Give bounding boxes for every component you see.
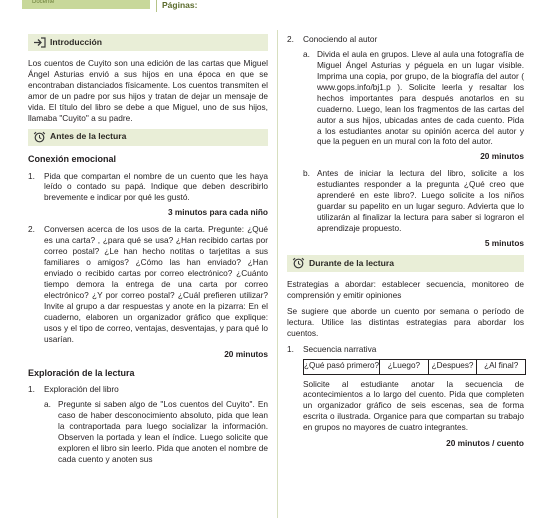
time-label: 5 minutos: [484, 237, 524, 248]
right-column: [287, 34, 524, 455]
list-number: 1.: [28, 384, 35, 395]
list-number: 1.: [287, 343, 294, 354]
list-item: [287, 34, 524, 45]
pages-label: Páginas:: [162, 0, 198, 10]
left-column: [28, 34, 268, 469]
list-item: [28, 224, 268, 344]
antes-title: Antes de la lectura: [50, 131, 127, 142]
list-letter: b.: [303, 168, 310, 179]
list-item: [287, 168, 524, 234]
exploracion-item-1: Exploración del libro: [44, 384, 119, 395]
exploracion-item-a: Pregunte si saben algo de "Los cuentos del Cuyito". En caso de haber desconocimiento absoluto, pida que lean la contraportada para luego socializar la información. Observen la portada y lean el índice. Luego solicite que exploren el libro sin leerlo. Pida que anoten el nombre de cada cuento y anoten sus: [58, 399, 268, 464]
top-bar: [0, 0, 550, 16]
intro-header: [28, 34, 268, 51]
list-number: 2.: [287, 34, 294, 44]
top-divider: [156, 0, 157, 12]
list-letter: a.: [44, 399, 51, 410]
autor-title: Conociendo al autor: [303, 34, 378, 44]
list-item: [287, 344, 524, 355]
secuencia-title: Secuencia narrativa: [303, 343, 377, 354]
teacher-tab: [22, 0, 150, 9]
list-item: [28, 399, 268, 465]
question-cell: ¿Luego?: [380, 360, 429, 374]
column-divider: [277, 30, 278, 518]
intro-title: Introducción: [50, 36, 103, 47]
question-cell: ¿Despues?: [429, 360, 478, 374]
questions-table: [303, 359, 526, 375]
list-item: [28, 171, 268, 204]
list-number: 1.: [28, 170, 35, 181]
time-label: 20 minutos: [224, 348, 268, 359]
antes-header: [28, 129, 268, 146]
time-label: 3 minutos para cada niño: [167, 207, 268, 218]
conexion-item-1: Pida que compartan el nombre de un cuento que les haya leído o contado su papá. Indique que deben describirlo brevemente e indicar por qué les gustó.: [44, 170, 268, 203]
durante-title: Durante de la lectura: [309, 257, 395, 268]
question-cell: ¿Qué pasó primero?: [304, 360, 380, 374]
question-cell: ¿Al final?: [484, 361, 519, 371]
alarm-clock-icon: [287, 255, 309, 272]
exploracion-title: Exploración de la lectura: [28, 367, 135, 378]
durante-suggestion: Se sugiere que aborde un cuento por semana o período de lectura. Utilice las distintas estrategias para abordar los cuentos.: [287, 305, 524, 338]
time-label: 20 minutos / cuento: [446, 438, 524, 449]
teacher-tab-label: Docente: [32, 0, 55, 5]
alarm-clock-icon: [28, 129, 50, 146]
autor-item-b: Antes de iniciar la lectura del libro, solicite a los estudiantes responder a la pregunta ¿Qué creo que aprenderé en este libro?. Luego solicite a los niños guardar su papelito en un lugar seguro. Advierta que lo utilizarán al finalizar la lectura para saber si lograron el aprendizaje propuesto.: [317, 168, 524, 233]
conexion-title: Conexión emocional: [28, 153, 117, 164]
durante-header: [287, 255, 524, 272]
durante-strategies: Estrategias a abordar: establecer secuencia, monitoreo de comprensión y emitir opiniones: [287, 278, 524, 300]
intro-text: Los cuentos de Cuyito son una edición de las cartas que Miguel Ángel Asturias envió a sus hijos en una época en que se encontraban distanciados físicamente. Los cuentos transmiten el amor de un padre por sus hijos y tratan de dejar un mensaje de vida. El título del libro se debe a que Miguel, uno de sus hijos, llamaba "Cuyito" a su padre.: [28, 58, 268, 123]
conexion-item-2: Conversen acerca de los usos de la carta. Pregunte: ¿Qué es una carta? , ¿para qué se usa? ¿Han recibido cartas por correo postal? ¿Le han hecho notitas o tarjetitas a sus familiares o amigos? ¿Cómo las han enviado? ¿Han enviado o recibido cartas por correo electrónico? ¿Cuánto tiempo demora la entrega de una carta por correo electrónico? ¿Y por correo postal? ¿Cuál prefieren utilizar? Invite al grupo a dar respuestas y anote en la pizarra: En el cuaderno, elaboren un organizador gráfico que explique: usos y el tipo de correo, ventajas, desventajas, y para qué lo usarían.: [44, 224, 268, 344]
list-item: [28, 384, 268, 395]
secuencia-text: Solicite al estudiante anotar la secuencia de acontecimientos a lo largo del cuento. Pida que completen un organizador gráfico de seis escenas, sea de forma escrita o ilustrada. Organice para que compartan su trabajo en grupos no mayores de cuatro integrantes.: [303, 378, 524, 433]
autor-item-a: Divida el aula en grupos. Lleve al aula una fotografía de Miguel Ángel Asturias y péguela en un lugar visible. Imprima una copia, por grupo, de la biografía del autor ( www.gops.info/bj1.p ). Solicite leerla y resaltar los hechos importantes para después anotarlos en su cuaderno. Luego, lean los fragmentos de las cartas del autor a sus hijos, ubicadas antes de cada cuento. Pida a los estudiantes anotar su opinión acerca del autor y que la peguen en un mural con la foto del autor.: [317, 48, 524, 147]
list-item: [287, 49, 524, 147]
list-letter: a.: [303, 48, 310, 59]
enter-icon: [28, 34, 50, 51]
list-number: 2.: [28, 224, 35, 235]
time-label: 20 minutos: [480, 151, 524, 162]
